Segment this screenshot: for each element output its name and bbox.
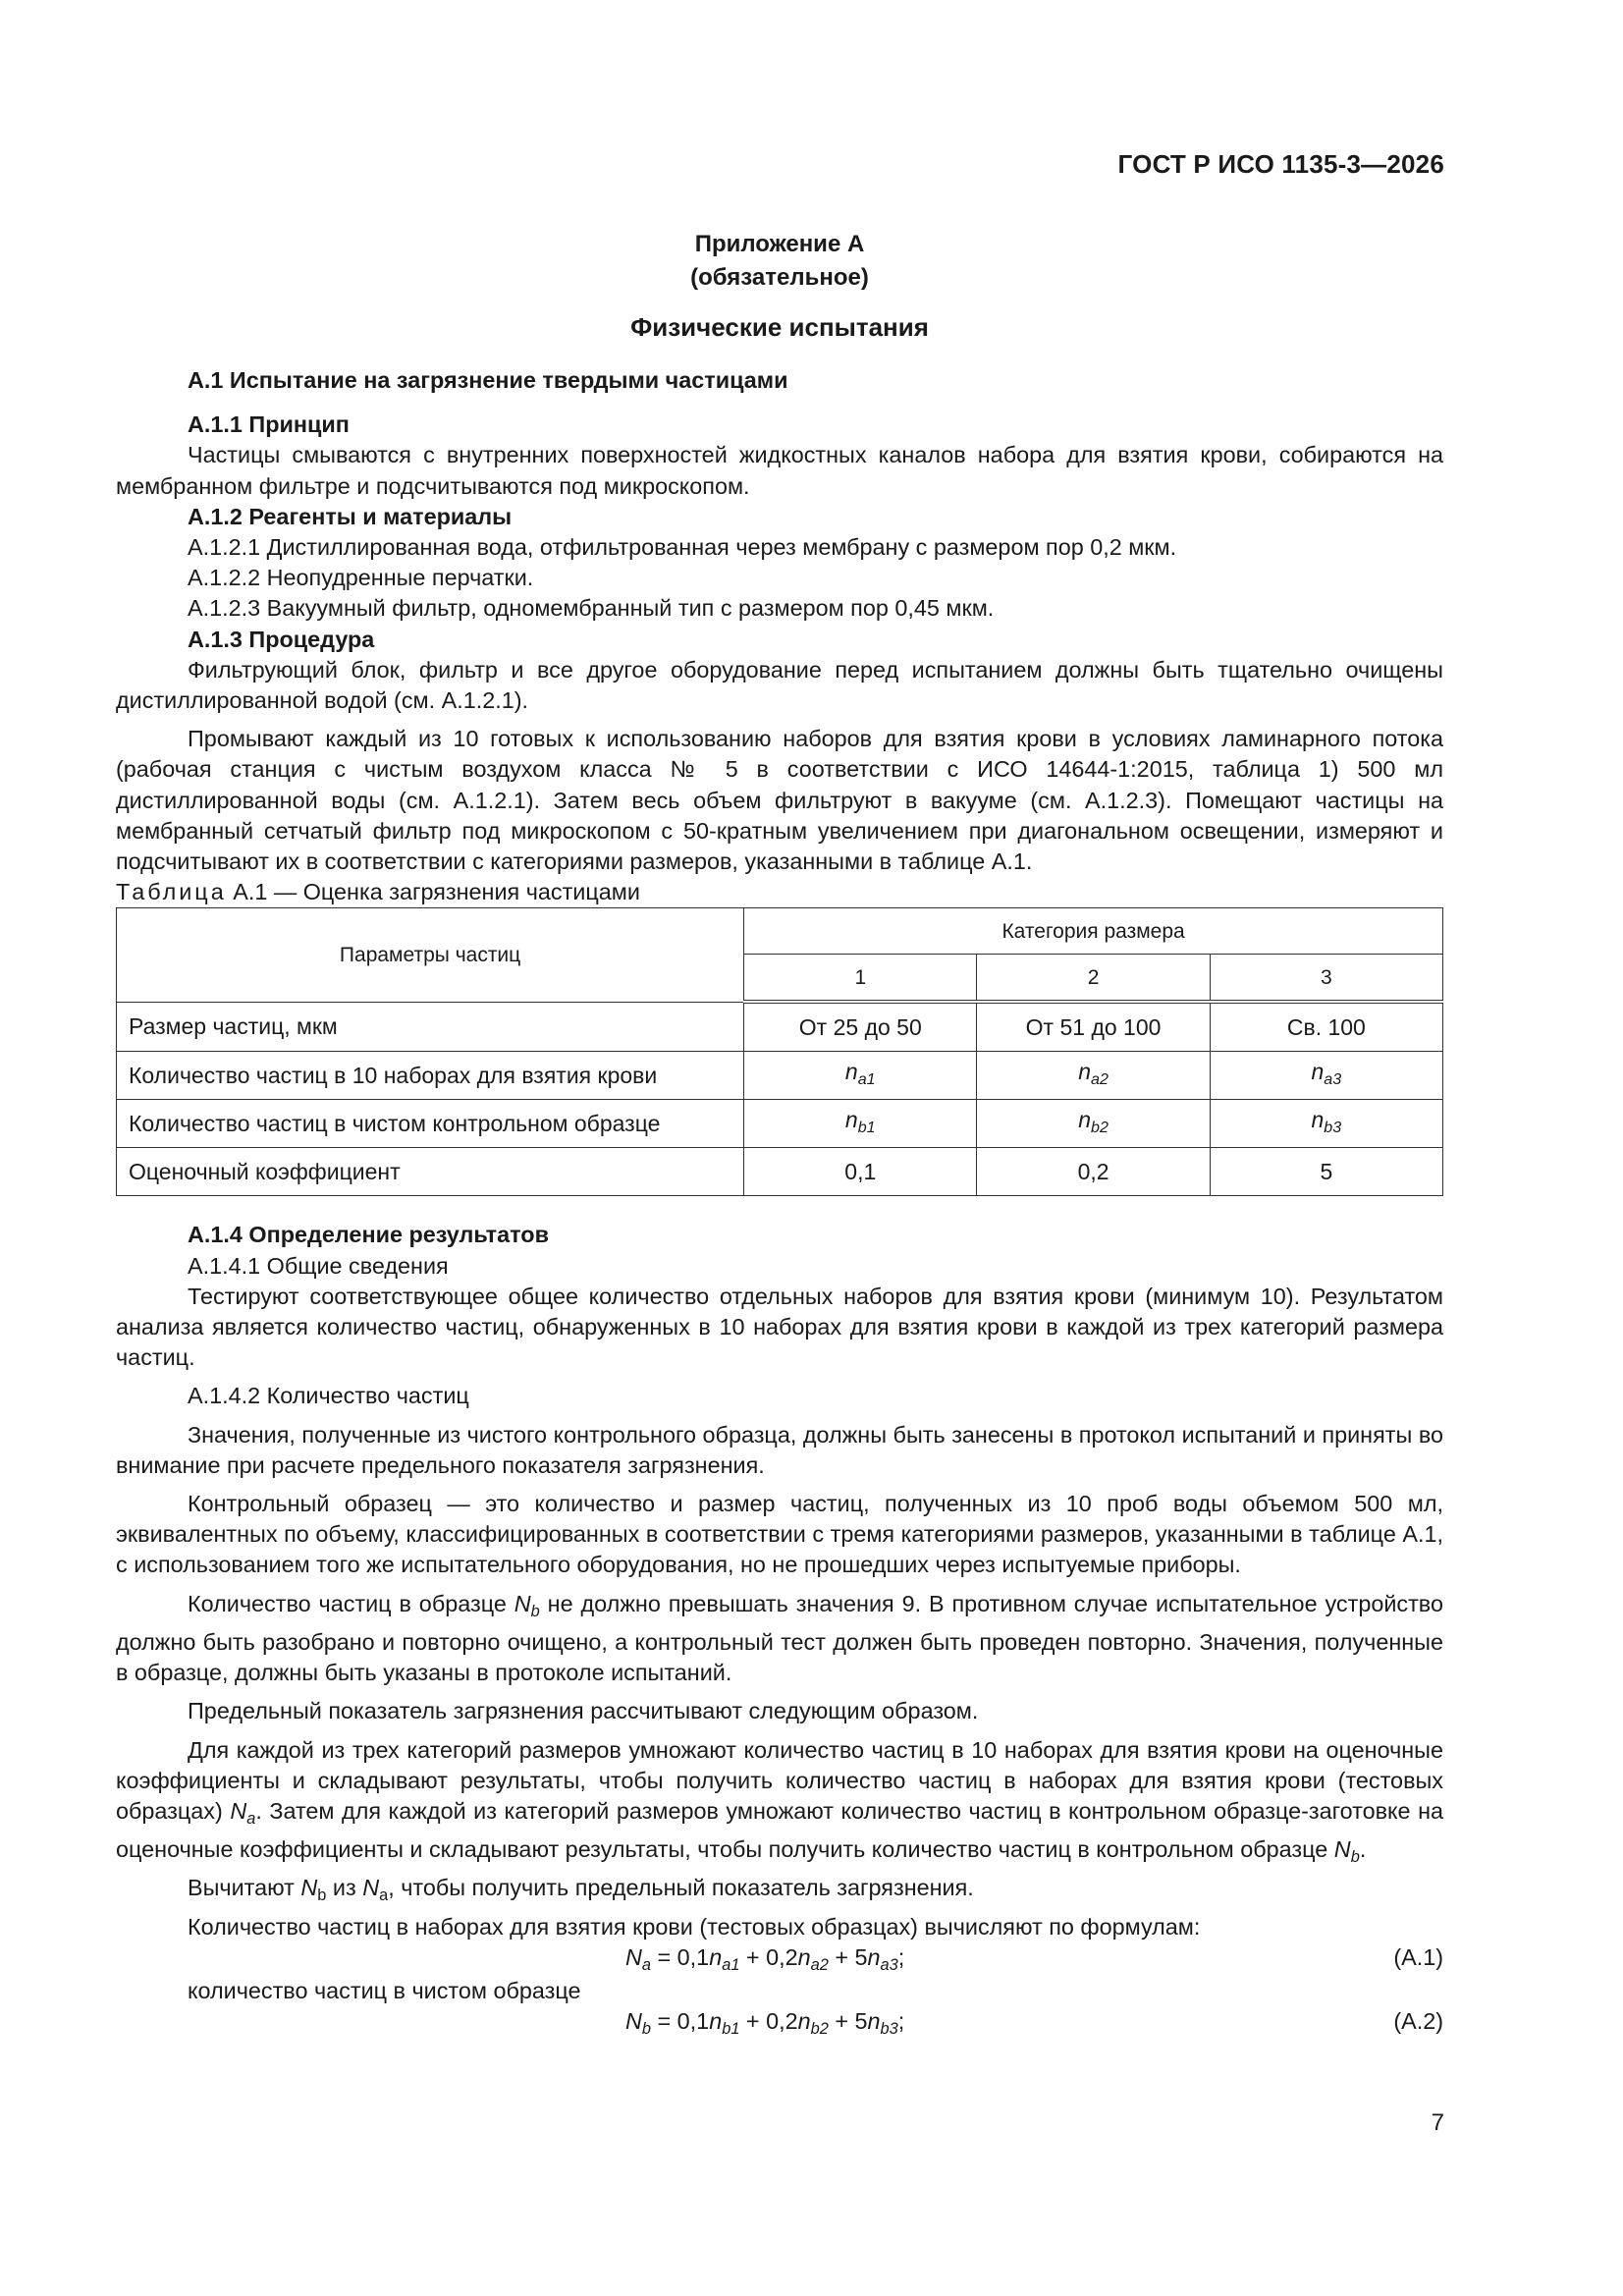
row-label: Оценочный коэффициент (117, 1148, 744, 1196)
item-a141: А.1.4.1 Общие сведения (188, 1252, 449, 1279)
row-label: Количество частиц в 10 наборах для взятия крови (117, 1052, 744, 1100)
table-row (117, 1002, 1443, 1052)
annex-status: (обязательное) (690, 264, 869, 291)
document-text (116, 365, 1443, 2040)
section-a141-text: Тестируют соответствующее общее количество отдельных наборов для взятия крови (минимум 10). Результатом анализа является количество частиц, обнаруженных в 10 наборах для взятия крови в каждой из трех категорий размера частиц. (116, 1283, 1443, 1371)
formula-a2 (116, 2006, 1443, 2040)
section-a142-para-2: Контрольный образец — это количество и размер частиц, полученных из 10 проб воды объемом 500 мл, эквивалентных по объему, классифицированных в соответствии с тремя категориями размеров, указанными в таблице А.1, с использованием того же испытательного оборудования, но не прошедших через испытуемые приборы. (116, 1491, 1443, 1578)
table-cell: $n_{a2}$ (977, 1052, 1210, 1100)
page-number: 7 (1431, 2109, 1444, 2136)
table-cell: От 51 до 100 (977, 1002, 1210, 1052)
row-label: Размер частиц, мкм (117, 1002, 744, 1052)
table-cell: 0,2 (977, 1148, 1210, 1196)
table-cell: 0,1 (744, 1148, 977, 1196)
formula-a1-number: (А.1) (1393, 1943, 1443, 1970)
table-cell: $n_{b1}$ (744, 1100, 977, 1148)
table-caption (116, 877, 1443, 907)
table-row (117, 1100, 1443, 1148)
section-a142-para-8: количество частиц в чистом образце (188, 1977, 581, 2003)
table-row (117, 1148, 1443, 1196)
header-category-3: 3 (1210, 955, 1442, 1003)
document-standard-header: ГОСТ Р ИСО 1135-3—2026 (1117, 149, 1444, 179)
table-cell: 5 (1210, 1148, 1442, 1196)
table-cell: $n_{a1}$ (744, 1052, 977, 1100)
particle-contamination-table (116, 907, 1443, 1196)
table-cell: $n_{a3}$ (1210, 1052, 1442, 1100)
section-a11-text: Частицы смываются с внутренних поверхностей жидкостных каналов набора для взятия крови, собираются на мембранном фильтре и подсчитываются под микроскопом. (116, 442, 1443, 499)
header-category-2: 2 (977, 955, 1210, 1003)
section-a11-title: А.1.1 Принцип (188, 411, 350, 438)
item-a123: А.1.2.3 Вакуумный фильтр, одномембранный тип с размером пор 0,45 мкм. (188, 595, 995, 622)
header-particle-parameters: Параметры частиц (117, 908, 744, 1003)
annex-title: Приложение А (694, 231, 865, 257)
header-category-1: 1 (744, 955, 977, 1003)
section-a142-para-1: Значения, полученные из чистого контрольного образца, должны быть занесены в протокол испытаний и приняты во внимание при расчете предельного показателя загрязнения. (116, 1421, 1443, 1478)
table-cell: От 25 до 50 (744, 1002, 977, 1052)
item-a121: А.1.2.1 Дистиллированная вода, отфильтрованная через мембрану с размером пор 0,2 мкм. (188, 534, 1177, 561)
section-a142-para-5: Для каждой из трех категорий размеров умножают количество частиц в 10 наборах для взятия крови на оценочные коэффициенты и складывают результаты, чтобы получить количество частиц в наборах для взятия крови (тестовых образцах) $N_a$. Затем для каждой из категорий размеров умножают количество частиц в контрольном образце-заготовке на оценочные коэффициенты и складывают результаты, чтобы получить количество частиц в контрольном образце $N_b$. (116, 1736, 1443, 1867)
table-cell: Св. 100 (1210, 1002, 1442, 1052)
table-caption-text: А.1 — Оценка загрязнения частицами (233, 879, 640, 905)
table-cell: $n_{b3}$ (1210, 1100, 1442, 1148)
section-a142-para-3: Количество частиц в образце $N_b$ не должно превышать значения 9. В противном случае испытательное устройство должно быть разобрано и повторно очищено, а контрольный тест должен быть проведен повторно. Значения, полученные в образце, должны быть указаны в протоколе испытаний. (116, 1590, 1443, 1686)
table-header-row (117, 908, 1443, 955)
formula-a1 (116, 1942, 1443, 1976)
row-label: Количество частиц в чистом контрольном образце (117, 1100, 744, 1148)
section-a1-title: А.1 Испытание на загрязнение твердыми частицами (188, 367, 788, 393)
header-size-category: Категория размера (744, 908, 1443, 955)
section-a12-title: А.1.2 Реагенты и материалы (188, 503, 513, 529)
section-a142-para-7: Количество частиц в наборах для взятия крови (тестовых образцах) вычисляют по формулам: (188, 1913, 1201, 1940)
section-a14-title: А.1.4 Определение результатов (188, 1222, 549, 1248)
item-a122: А.1.2.2 Неопудренные перчатки. (188, 565, 534, 591)
item-a142: А.1.4.2 Количество частиц (188, 1383, 469, 1409)
table-row (117, 1052, 1443, 1100)
annex-heading (116, 228, 1443, 295)
formula-a2-number: (А.2) (1393, 2007, 1443, 2034)
formula-a1-expression: $N_a = 0,1n_{a1} + 0,2n_{a2} + 5n_{a3}$; (625, 1943, 905, 1974)
section-a142-para-4: Предельный показатель загрязнения рассчитывают следующим образом. (188, 1698, 979, 1724)
section-a13-para-1: Фильтрующий блок, фильтр и все другое оборудование перед испытанием должны быть тщательно очищены дистиллированной водой (см. А.1.2.1). (116, 656, 1443, 714)
formula-a2-expression: $N_b = 0,1n_{b1} + 0,2n_{b2} + 5n_{b3}$; (625, 2007, 905, 2038)
section-a142-para-6: Вычитают $N_b$ из $N_a$, чтобы получить предельный показатель загрязнения. (188, 1875, 974, 1905)
annex-name: Физические испытания (630, 312, 929, 342)
table-caption-label: Таблица (116, 879, 227, 905)
table-cell: $n_{b2}$ (977, 1100, 1210, 1148)
section-a13-para-2: Промывают каждый из 10 готовых к использованию наборов для взятия крови в условиях ламинарного потока (рабочая станция с чистым воздухом класса № 5 в соответствии с ИСО 14644-1:2015, таблица 1) 500 мл дистиллированной воды (см. А.1.2.1). Затем весь объем фильтруют в вакууме (см. А.1.2.3). Помещают частицы на мембранный сетчатый фильтр под микроскопом с 50-кратным увеличением при диагональном освещении, измеряют и подсчитывают их в соответствии с категориями размеров, указанными в таблице А.1. (116, 726, 1443, 875)
section-a13-title: А.1.3 Процедура (188, 626, 375, 652)
